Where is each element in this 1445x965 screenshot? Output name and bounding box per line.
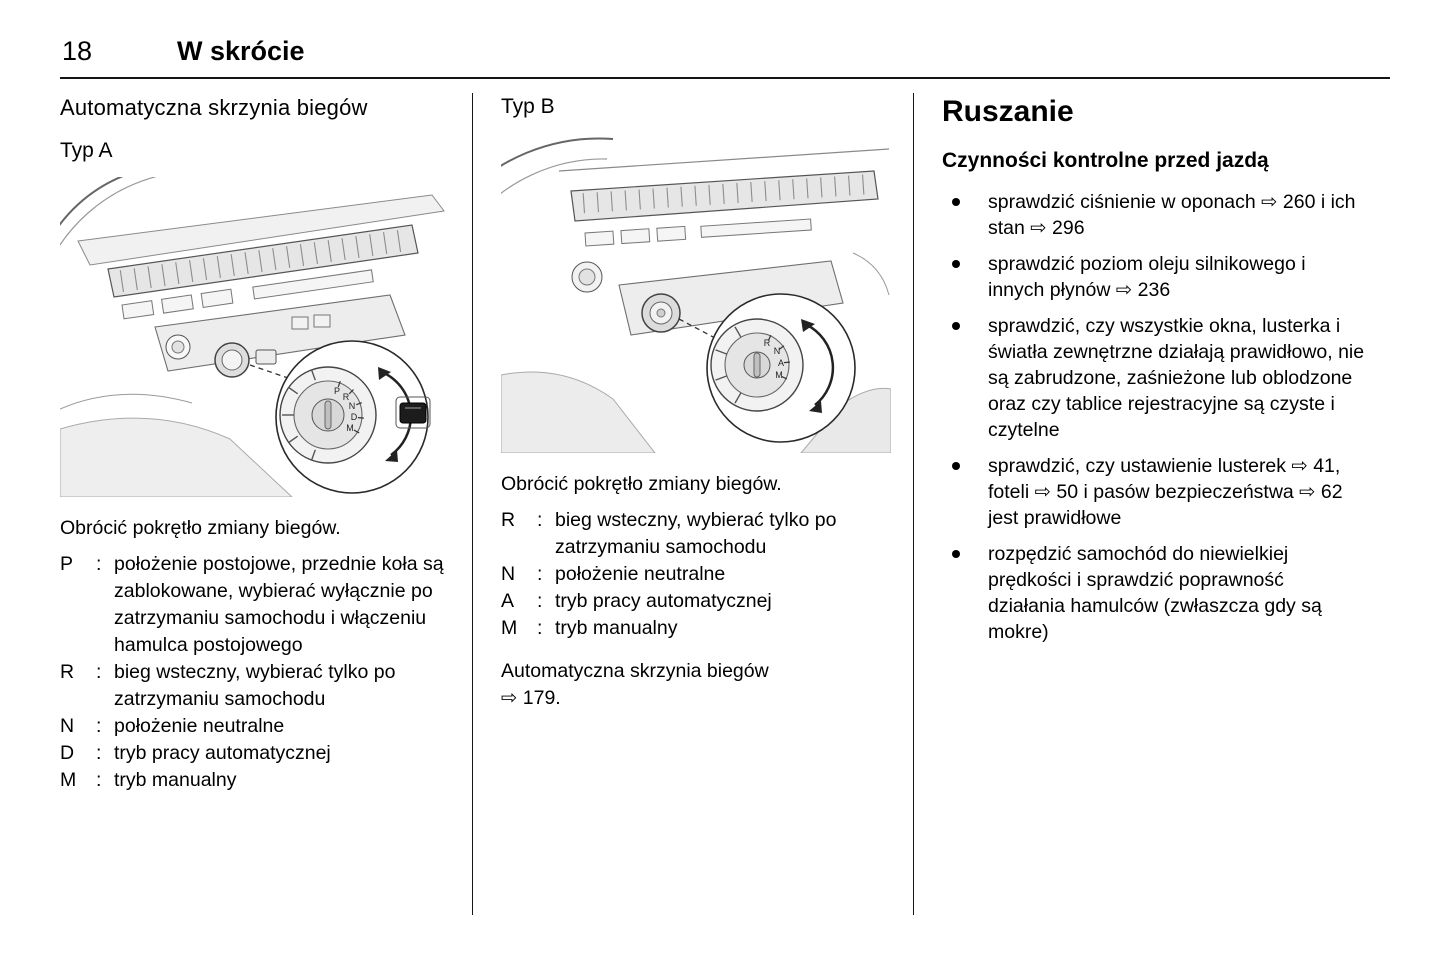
column-automatic-transmission: [60, 93, 472, 915]
gear-position-key: R: [60, 661, 75, 683]
column-type-b: [472, 93, 914, 915]
typ-b-illustration: [501, 133, 891, 453]
dial-label-r: R: [342, 392, 350, 402]
checklist-text: rozpędzić samochód do niewielkiej prędkości i sprawdzić poprawność działania hamulców (zwłaszcza gdy są mokre): [988, 543, 1322, 643]
section-main-title: Ruszanie: [942, 95, 1074, 128]
dial-label-m: M: [346, 423, 354, 433]
gear-position-row: [501, 507, 889, 561]
checklist-item: [942, 453, 1366, 531]
page-header: [60, 0, 1390, 79]
bullet-icon: [952, 322, 960, 330]
gear-position-list: [60, 551, 454, 794]
colon: :: [96, 715, 102, 737]
type-a-label: Typ A: [60, 139, 113, 162]
colon: :: [537, 509, 543, 531]
colon: :: [537, 617, 543, 639]
colon: :: [537, 563, 543, 585]
gear-position-key: P: [60, 553, 74, 575]
checklist-item: [942, 313, 1366, 443]
page-number: 18: [62, 36, 93, 66]
column-starting-off: [914, 93, 1366, 915]
checklist-text: sprawdzić ciśnienie w oponach ⇨ 260 i ich stan ⇨ 296: [988, 191, 1356, 239]
dial-label-m: M: [775, 370, 783, 380]
dial-label-a: A: [777, 358, 785, 368]
gear-position-row: [501, 561, 889, 588]
pre-drive-checklist: [942, 189, 1366, 645]
dial-label-n: N: [348, 401, 356, 411]
gear-position-key: R: [501, 509, 516, 531]
gear-position-key: A: [501, 590, 515, 612]
gear-position-row: [60, 659, 454, 713]
checklist-item: [942, 541, 1366, 645]
rotary-dial: [711, 319, 803, 411]
colon: :: [96, 769, 102, 791]
rotary-dial: [280, 367, 376, 463]
gear-position-key: N: [501, 563, 516, 585]
colon: :: [96, 742, 102, 764]
caption: Obrócić pokrętło zmiany biegów.: [501, 473, 782, 495]
bullet-icon: [952, 198, 960, 206]
checklist-item: [942, 189, 1366, 241]
bullet-icon: [952, 260, 960, 268]
section-title: Automatyczna skrzynia biegów: [60, 95, 368, 120]
checklist-text: sprawdzić poziom oleju silnikowego i innych płynów ⇨ 236: [988, 253, 1306, 301]
gear-position-key: M: [60, 769, 77, 791]
checklist-text: sprawdzić, czy ustawienie lusterek ⇨ 41, foteli ⇨ 50 i pasów bezpieczeństwa ⇨ 62 jest prawidłowe: [988, 455, 1343, 529]
checklist-item: [942, 251, 1366, 303]
colon: :: [96, 661, 102, 683]
gear-position-key: D: [60, 742, 75, 764]
dial-label-n: N: [773, 346, 781, 356]
dial-label-r: R: [763, 338, 771, 348]
gear-position-row: [60, 551, 454, 659]
gear-position-text: położenie neutralne: [555, 563, 726, 585]
cross-reference: [501, 658, 889, 712]
dial-label-p: P: [333, 386, 341, 396]
gear-position-row: [60, 740, 454, 767]
gear-position-list: [501, 507, 889, 642]
gear-position-text: tryb pracy automatycznej: [114, 742, 331, 764]
gear-position-text: bieg wsteczny, wybierać tylko po zatrzymaniu samochodu: [114, 661, 396, 710]
typ-a-illustration: [60, 177, 450, 497]
bullet-icon: [952, 550, 960, 558]
gear-position-text: tryb manualny: [114, 769, 237, 791]
gear-position-row: [501, 615, 889, 642]
gear-position-text: położenie neutralne: [114, 715, 285, 737]
gear-position-key: N: [60, 715, 75, 737]
magnifier-inset: [707, 294, 855, 442]
colon: :: [96, 553, 102, 575]
section-sub-title: Czynności kontrolne przed jazdą: [942, 149, 1269, 172]
type-b-label: Typ B: [501, 95, 555, 118]
gear-position-row: [60, 713, 454, 740]
bullet-icon: [952, 462, 960, 470]
gear-knob: [642, 294, 680, 332]
cross-reference-page: ⇨ 179.: [501, 687, 561, 709]
page-title: W skrócie: [177, 36, 305, 66]
gear-position-text: tryb pracy automatycznej: [555, 590, 772, 612]
gear-position-key: M: [501, 617, 518, 639]
caption: Obrócić pokrętło zmiany biegów.: [60, 517, 341, 539]
colon: :: [537, 590, 543, 612]
gear-position-text: tryb manualny: [555, 617, 678, 639]
cross-reference-text: Automatyczna skrzynia biegów: [501, 660, 769, 682]
magnifier-inset: [276, 341, 430, 493]
content-columns: [60, 93, 1445, 915]
gear-position-text: położenie postojowe, przednie koła są zablokowane, wybierać wyłącznie po zatrzymaniu samochodu i włączeniu hamulca postojowego: [114, 553, 444, 656]
gear-position-text: bieg wsteczny, wybierać tylko po zatrzymaniu samochodu: [555, 509, 837, 558]
checklist-text: sprawdzić, czy wszystkie okna, lusterka i światła zewnętrzne działają prawidłowo, nie są zabrudzone, zaśnieżone lub oblodzone oraz czy tablice rejestracyjne są czyste i czytelne: [988, 315, 1365, 441]
gear-position-row: [501, 588, 889, 615]
dial-label-d: D: [350, 412, 358, 422]
gear-position-row: [60, 767, 454, 794]
